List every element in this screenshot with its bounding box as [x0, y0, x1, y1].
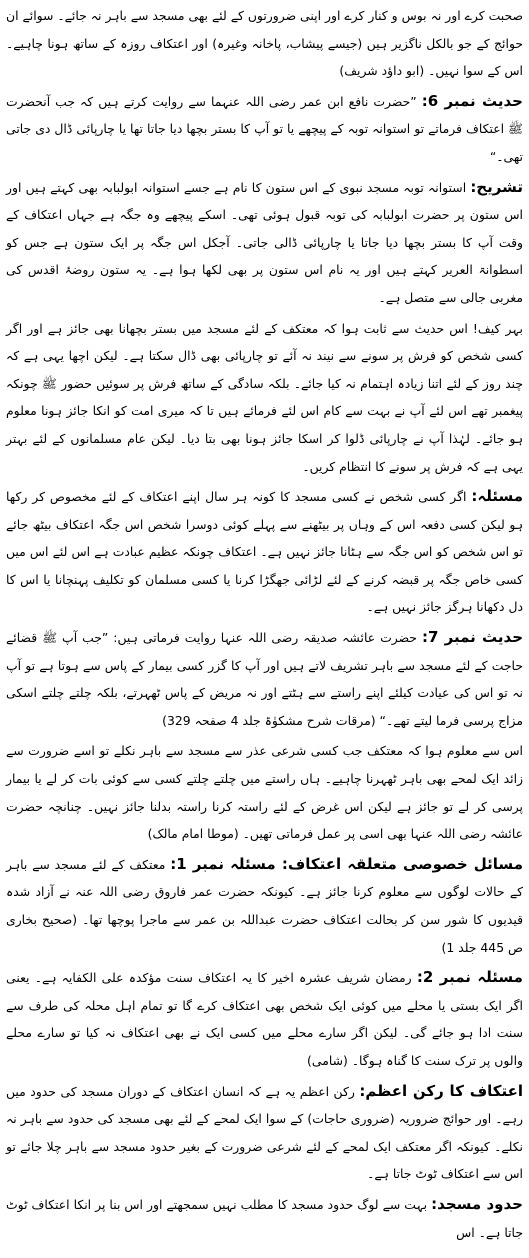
para-maloom — [6, 737, 523, 847]
masail-khusoosi — [6, 851, 523, 961]
hadith-7 — [6, 624, 523, 734]
masla-2-text: رمضان شریف عشرہ اخیر کا یہ اعتکاف سنت مؤکدہ علی الکفایہ ہے۔ یعنی اگر ایک بستی یا محلے میں کوئی ایک شخص بھی اعتکاف کرے گا تو تمام اہل محلہ کی طرف سے سنت ادا ہو جائے گی۔ لیکن اگر سارے محلے میں کسی ایک نے بھی اعتکاف نہ کیا تو سارے محلے والوں پر ترک سنت کا گناہ ہوگا۔ (شامی) — [6, 970, 523, 1068]
tashreeh — [6, 174, 523, 312]
masail-khusoosi-text: معتکف کے لئے مسجد سے باہر کے حالات لوگوں سے معلوم کرنا جائز ہے۔ کیونکہ حضرت عمر فاروق رضی اللہ عنہ نے آزاد شدہ قیدیوں کا شور سن کر بحالت اعتکاف حضرت عبداللہ بن عمر سے ماجرا پوچھا تھا۔ (صحیح بخاری ص 445 جلد 1) — [6, 856, 523, 955]
rukn-azam-text: رکن اعظم یہ ہے کہ انسان اعتکاف کے دوران مسجد کی حدود میں رہے۔ اور حوائج ضروریہ (ضروری حاجات) کے سوا ایک لمحے کے لئے بھی مسجد کی حدود سے باہر نہ نکلے۔ کیونکہ اگر معتکف ایک لمحے کے لئے شرعی ضرورت کے بغیر حدود مسجد سے باہر چلا جائے تو اس سے اعتکاف ٹوٹ جاتا ہے۔ — [6, 1083, 523, 1182]
masla-2-heading: مسئلہ نمبر 2: — [416, 968, 523, 987]
masla-2 — [6, 964, 523, 1074]
hadith-6 — [6, 88, 523, 171]
para-intro-text: صحبت کرے اور نہ بوس و کنار کرے اور اپنی ضرورتوں کے لئے بھی مسجد سے باہر نہ جائے۔ سوائے ان حوائج کے جو بالکل ناگزیر ہیں (جیسے پیشاب، پاخانہ وغیرہ) اور اعتکاف روزہ کے ساتھ ہونا چاہیے۔ اس کے سوا نہیں۔ (ابو داؤد شریف) — [6, 8, 523, 79]
hudood-masjid-heading: حدود مسجد: — [431, 1194, 523, 1213]
para-maloom-text: اس سے معلوم ہوا کہ معتکف جب کسی شرعی عذر سے مسجد سے باہر نکلے تو اسے ضرورت سے زائد ایک لمحے بھی باہر ٹھہرنا چاہیے۔ ہاں راستے میں چلتے چلتے کسی سے کوئی بات کر لے یا بیمار پرسی کر لے تو جائز ہے لیکن اس غرض کے لئے راستہ کرنا راستہ بدلنا جائز نہیں۔ چنانچہ حضرت عائشہ رضی اللہ عنہا بھی اسی پر عمل فرماتی تھیں۔ (موطا امام مالک) — [6, 743, 523, 842]
rukn-azam — [6, 1078, 523, 1188]
tashreeh-text: استوانہ توبہ مسجد نبوی کے اس ستون کا نام ہے جسے استوانہ ابولبابہ بھی کہتے ہیں اور اس ستون پر حضرت ابولبابہ کی توبہ قبول ہوئی تھی۔ اسکے پیچھے وہ جگہ ہے جہاں اعتکاف کے وقت آپ کا بستر بچھا دیا جاتا یا چارپائی ڈالی جاتی۔ آجکل اس جگہ پر ایک ستون ہے جس کو اسطوانۃ العریر کہتے ہیں اور یہ نام اس ستون پر بھی لکھا ہوا ہے۔ یہ ستون روضۂ اقدس کی مغربی جالی سے متصل ہے۔ — [6, 179, 523, 305]
tashreeh-heading: تشریح: — [470, 177, 523, 196]
hudood-masjid-text: بہت سے لوگ حدود مسجد کا مطلب نہیں سمجھتے اور اس بنا پر انکا اعتکاف ٹوٹ جاتا ہے۔ اس — [6, 1196, 523, 1240]
para-intro — [6, 2, 523, 85]
para-behar-kaif-text: بہر کیف! اس حدیث سے ثابت ہوا کہ معتکف کے لئے مسجد میں بستر بچھانا بھی جائز ہے اور اگر کسی شخص کو فرش پر سونے سے نیند نہ آئے تو چارپائی بھی ڈال سکتا ہے۔ لیکن اچھا یہی ہے کہ چند روز کے لئے اتنا زیادہ اہتمام نہ کیا جائے۔ بلکہ سادگی کے ساتھ فرش پر سوئیں حضور ﷺ چونکہ پیغمبر تھے اس لئے آپ نے بہت سے کام اس لئے فرمائے ہیں تا کہ میری امت کو انکا جائز ہونا معلوم ہو جائے۔ لہٰذا آپ نے چارپائی ڈلوا کر اسکا جائز ہونا بھی بتا دیا۔ لیکن عام مسلمانوں کے لئے بہتر یہی ہے کہ فرش پر سونے کا انتظام کریں۔ — [6, 320, 523, 474]
masla-place — [6, 483, 523, 621]
hadith-6-heading: حدیث نمبر 6: — [421, 91, 523, 110]
hadith-7-heading: حدیث نمبر 7: — [421, 628, 524, 647]
hudood-masjid — [6, 1191, 523, 1246]
masla-place-text: اگر کسی شخص نے کسی مسجد کا کونہ ہر سال اپنے اعتکاف کے لئے مخصوص کر رکھا ہو لیکن کسی دفعہ اس کے وہاں پر بیٹھنے سے پہلے کوئی دوسرا شخص اس جگہ اعتکاف بیٹھ جائے تو اس شخص کو اس جگہ سے ہٹانا جائز نہیں ہے۔ اعتکاف چونکہ عظیم عبادت ہے اس لئے اس میں کسی خاص جگہ پر قبضہ کرنے کے لئے لڑائی جھگڑا کرنا یا کسی مسلمان کو تکلیف پہنچانا یا اس کا دل دکھانا ہرگز جائز نہیں ہے۔ — [6, 489, 523, 615]
rukn-azam-heading: اعتکاف کا رکن اعظم: — [359, 1081, 523, 1100]
hadith-6-text: ”حضرت نافع ابن عمر رضی اللہ عنہما سے روایت کرتے ہیں کہ جب آنحضرت ﷺ اعتکاف فرماتے تو استوانہ توبہ کے پیچھے یا تو آپ کا بستر بچھا دیا جاتا تھا یا چارپائی ڈال دی جاتی تھی۔“ — [6, 93, 523, 164]
hadith-7-text: حضرت عائشہ صدیقہ رضی اللہ عنہا روایت فرماتی ہیں: ”جب آپ ﷺ قضائے حاجت کے لئے مسجد سے باہر تشریف لاتے ہیں اور آپ کا گزر کسی بیمار کے پاس سے ہوتا ہے تو آپ نہ تو اس کی عیادت کیلئے اپنے راستے سے ہٹتے اور نہ مریض کے پاس ٹھہرتے، بلکہ چلتے چلتے اسکی مزاج پرسی فرما لیتے تھے۔“ (مرقات شرح مشکوٰۃ جلد 4 صفحہ 329) — [6, 630, 523, 728]
para-behar-kaif — [6, 315, 523, 481]
masail-khusoosi-heading: مسائل خصوصی متعلقہ اعتکاف: مسئلہ نمبر 1: — [170, 854, 523, 873]
masla-place-heading: مسئلہ: — [471, 487, 523, 506]
